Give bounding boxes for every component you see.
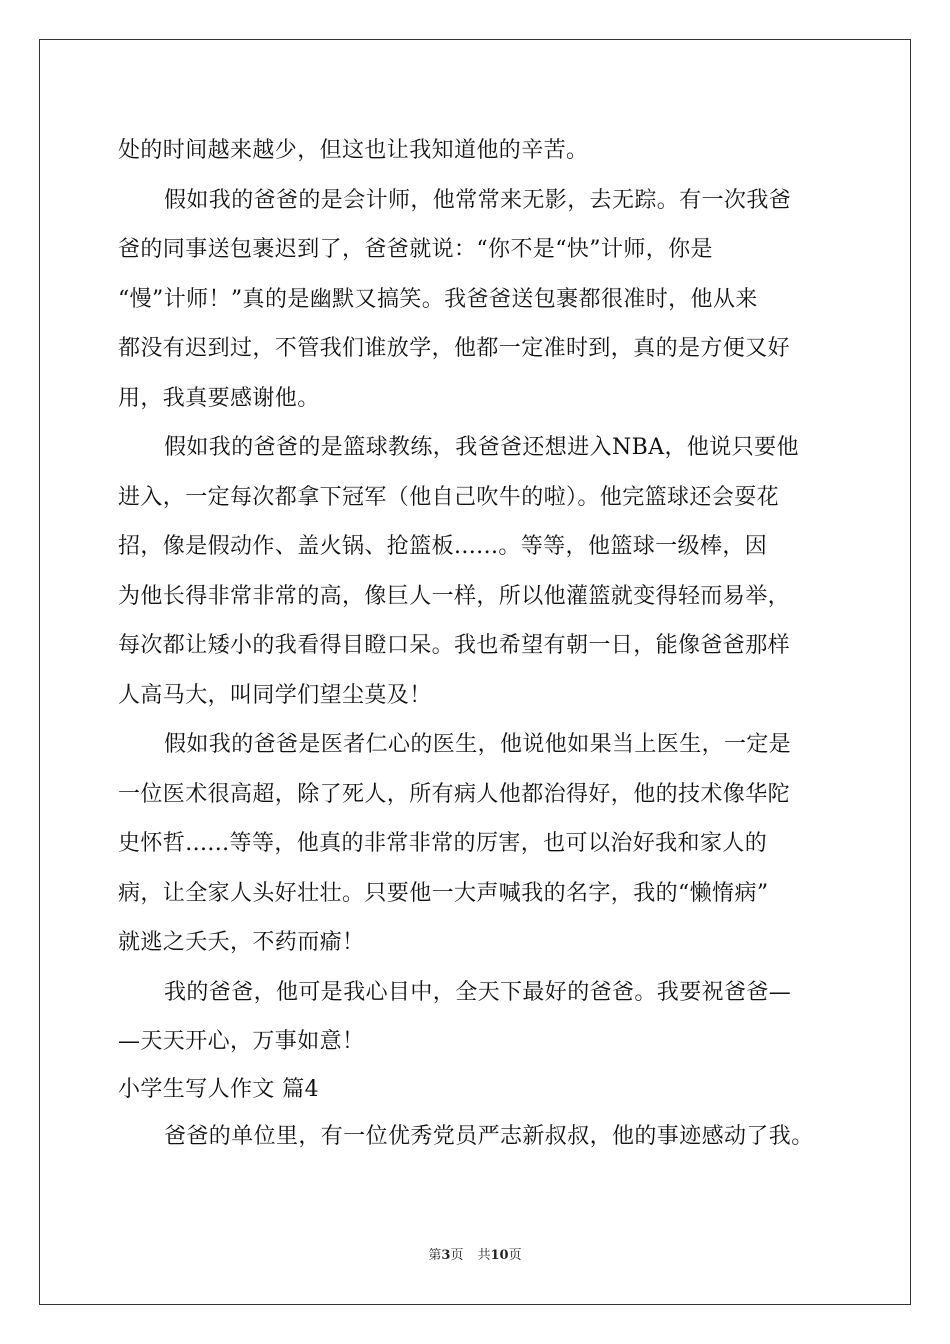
paragraph-line: 史怀哲......等等，他真的非常非常的厉害，也可以治好我和家人的 (118, 831, 768, 856)
page-prefix: 第 (428, 1248, 442, 1263)
paragraph-line: 为他长得非常非常的高，像巨人一样，所以他灌篮就变得轻而易举， (118, 583, 791, 609)
paragraph-line: 我的爸爸，他可是我心目中，全天下最好的爸爸。我要祝爸爸— (164, 979, 792, 1005)
document-body (118, 126, 854, 1161)
paragraph-line: “慢”计师！”真的是幽默又搞笑。我爸爸送包裹都很准时，他从来 (118, 286, 758, 312)
section-heading: 小学生写人作文 篇4 (118, 1076, 319, 1102)
paragraph-line: 假如我的爸爸的是会计师，他常常来无影，去无踪。有一次我爸 (164, 187, 792, 213)
paragraph-line: 用，我真要感谢他。 (118, 385, 320, 411)
paragraph-line-final: 爸爸的单位里，有一位优秀党员严志新叔叔，他的事迹感动了我。 (164, 1123, 814, 1149)
paragraph-line: 假如我的爸爸是医者仁心的医生，他说他如果当上医生，一定是 (164, 732, 792, 757)
page-current: 3 (441, 1248, 451, 1263)
page-footer (0, 1248, 950, 1264)
page-suffix: 页 (450, 1248, 464, 1263)
total-suffix: 页 (508, 1248, 522, 1263)
paragraph-line: 招，像是假动作、盖火锅、抢篮板......。等等，他篮球一级棒，因 (118, 534, 768, 559)
total-prefix: 共 (477, 1248, 491, 1263)
paragraph-line: 病，让全家人头好壮壮。只要他一大声喊我的名字，我的“懒惰病” (118, 880, 769, 906)
paragraph-line: 一位医术很高超，除了死人，所有病人他都治得好，他的技术像华陀 (118, 781, 791, 807)
paragraph-line: 人高马大，叫同学们望尘莫及！ (118, 682, 432, 708)
paragraph-line: 每次都让矮小的我看得目瞪口呆。我也希望有朝一日，能像爸爸那样 (118, 633, 791, 658)
paragraph-line: —天天开心，万事如意！ (118, 1029, 365, 1054)
paragraph-line: 就逃之夭夭，不药而瘉！ (118, 930, 365, 955)
page-total: 10 (490, 1248, 509, 1263)
paragraph-line: 进入，一定每次都拿下冠军（他自己吹牛的啦）。他完篮球还会耍花 (118, 484, 780, 510)
paragraph-line: 都没有迟到过，不管我们谁放学，他都一定准时到，真的是方便又好 (118, 336, 791, 361)
paragraph-lines (118, 126, 854, 1067)
paragraph-line: 假如我的爸爸的是篮球教练，我爸爸还想进入NBA，他说只要他 (164, 435, 799, 460)
paragraph-line: 处的时间越来越少，但这也让我知道他的辛苦。 (118, 138, 589, 163)
paragraph-line: 爸的同事送包裹迟到了，爸爸就说：“你不是“快”计师，你是 (118, 237, 713, 262)
